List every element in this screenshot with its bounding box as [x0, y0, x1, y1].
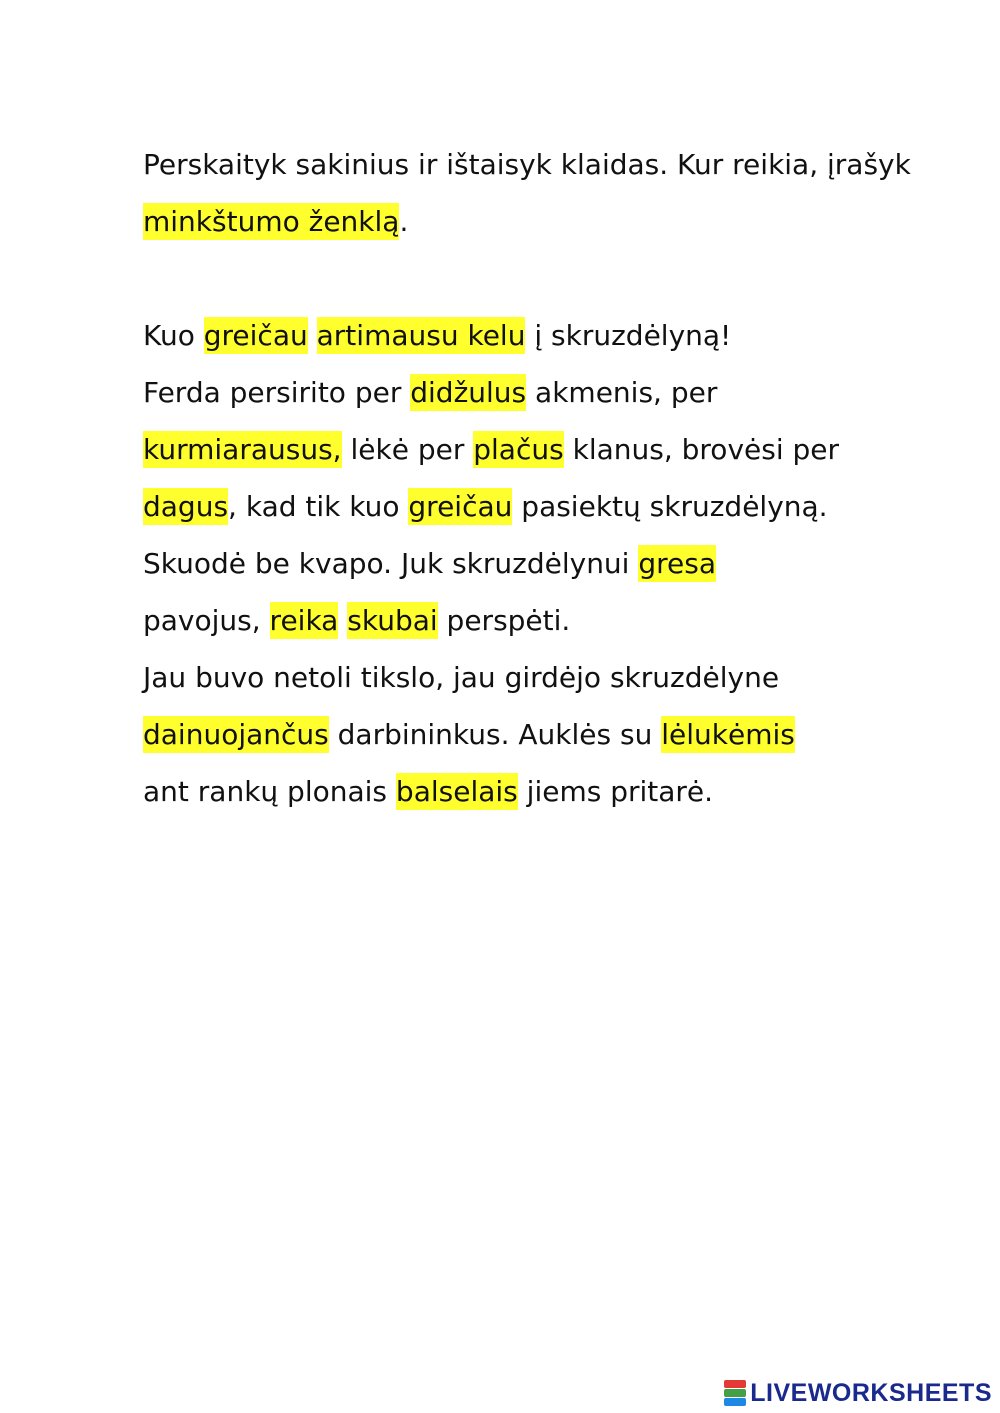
liveworksheets-logo — [724, 1378, 992, 1408]
highlighted-word: greičau — [203, 319, 308, 352]
text-segment: jiems pritarė. — [517, 775, 714, 808]
logo-bar-green — [724, 1389, 746, 1397]
highlighted-word: minkštumo ženklą — [143, 205, 400, 238]
highlighted-word: skubai — [347, 604, 438, 637]
text-line — [143, 772, 713, 812]
text-line — [143, 658, 779, 698]
instruction-line — [143, 145, 911, 185]
text-segment: Kuo — [143, 319, 204, 352]
instruction-line — [143, 202, 408, 242]
text-segment: į skruzdėlyną! — [525, 319, 732, 352]
highlighted-word: dagus — [143, 490, 229, 523]
text-line — [143, 487, 828, 527]
text-segment: lėkė per — [341, 433, 474, 466]
text-line — [143, 430, 839, 470]
highlighted-word: dainuojančus — [143, 718, 329, 751]
text-line — [143, 544, 716, 584]
highlighted-word: kurmiarausus, — [143, 433, 342, 466]
text-segment — [338, 604, 347, 637]
text-segment: pasiektų skruzdėlyną. — [512, 490, 828, 523]
highlighted-word: reika — [269, 604, 339, 637]
highlighted-word: gresa — [638, 547, 717, 580]
text-line — [143, 601, 570, 641]
text-segment: darbininkus. Auklės su — [328, 718, 662, 751]
text-segment: akmenis, per — [526, 376, 718, 409]
text-segment: Perskaityk sakinius ir ištaisyk klaidas. Kur reikia, įrašyk — [143, 148, 911, 181]
text-segment — [308, 319, 317, 352]
text-segment: , kad tik kuo — [228, 490, 409, 523]
text-line — [143, 373, 717, 413]
logo-bar-red — [724, 1380, 746, 1388]
text-segment: perspėti. — [437, 604, 571, 637]
highlighted-word: artimausu kelu — [316, 319, 526, 352]
highlighted-word: lėlukėmis — [661, 718, 795, 751]
text-segment: Skuodė be kvapo. Juk skruzdėlynui — [143, 547, 639, 580]
text-segment: Jau buvo netoli tikslo, jau girdėjo skruzdėlyne — [143, 661, 780, 694]
text-segment: . — [399, 205, 409, 238]
liveworksheets-logo-icon — [724, 1380, 746, 1406]
logo-bar-blue — [724, 1398, 746, 1406]
text-segment: pavojus, — [143, 604, 270, 637]
highlighted-word: balselais — [395, 775, 518, 808]
text-segment: Ferda persirito per — [143, 376, 411, 409]
text-segment: klanus, brovėsi per — [563, 433, 840, 466]
highlighted-word: didžulus — [410, 376, 527, 409]
highlighted-word: greičau — [408, 490, 513, 523]
text-line — [143, 316, 731, 356]
text-segment: ant rankų plonais — [143, 775, 396, 808]
highlighted-word: plačus — [473, 433, 564, 466]
text-line — [143, 715, 795, 755]
brand-name: LIVEWORKSHEETS — [750, 1378, 992, 1407]
